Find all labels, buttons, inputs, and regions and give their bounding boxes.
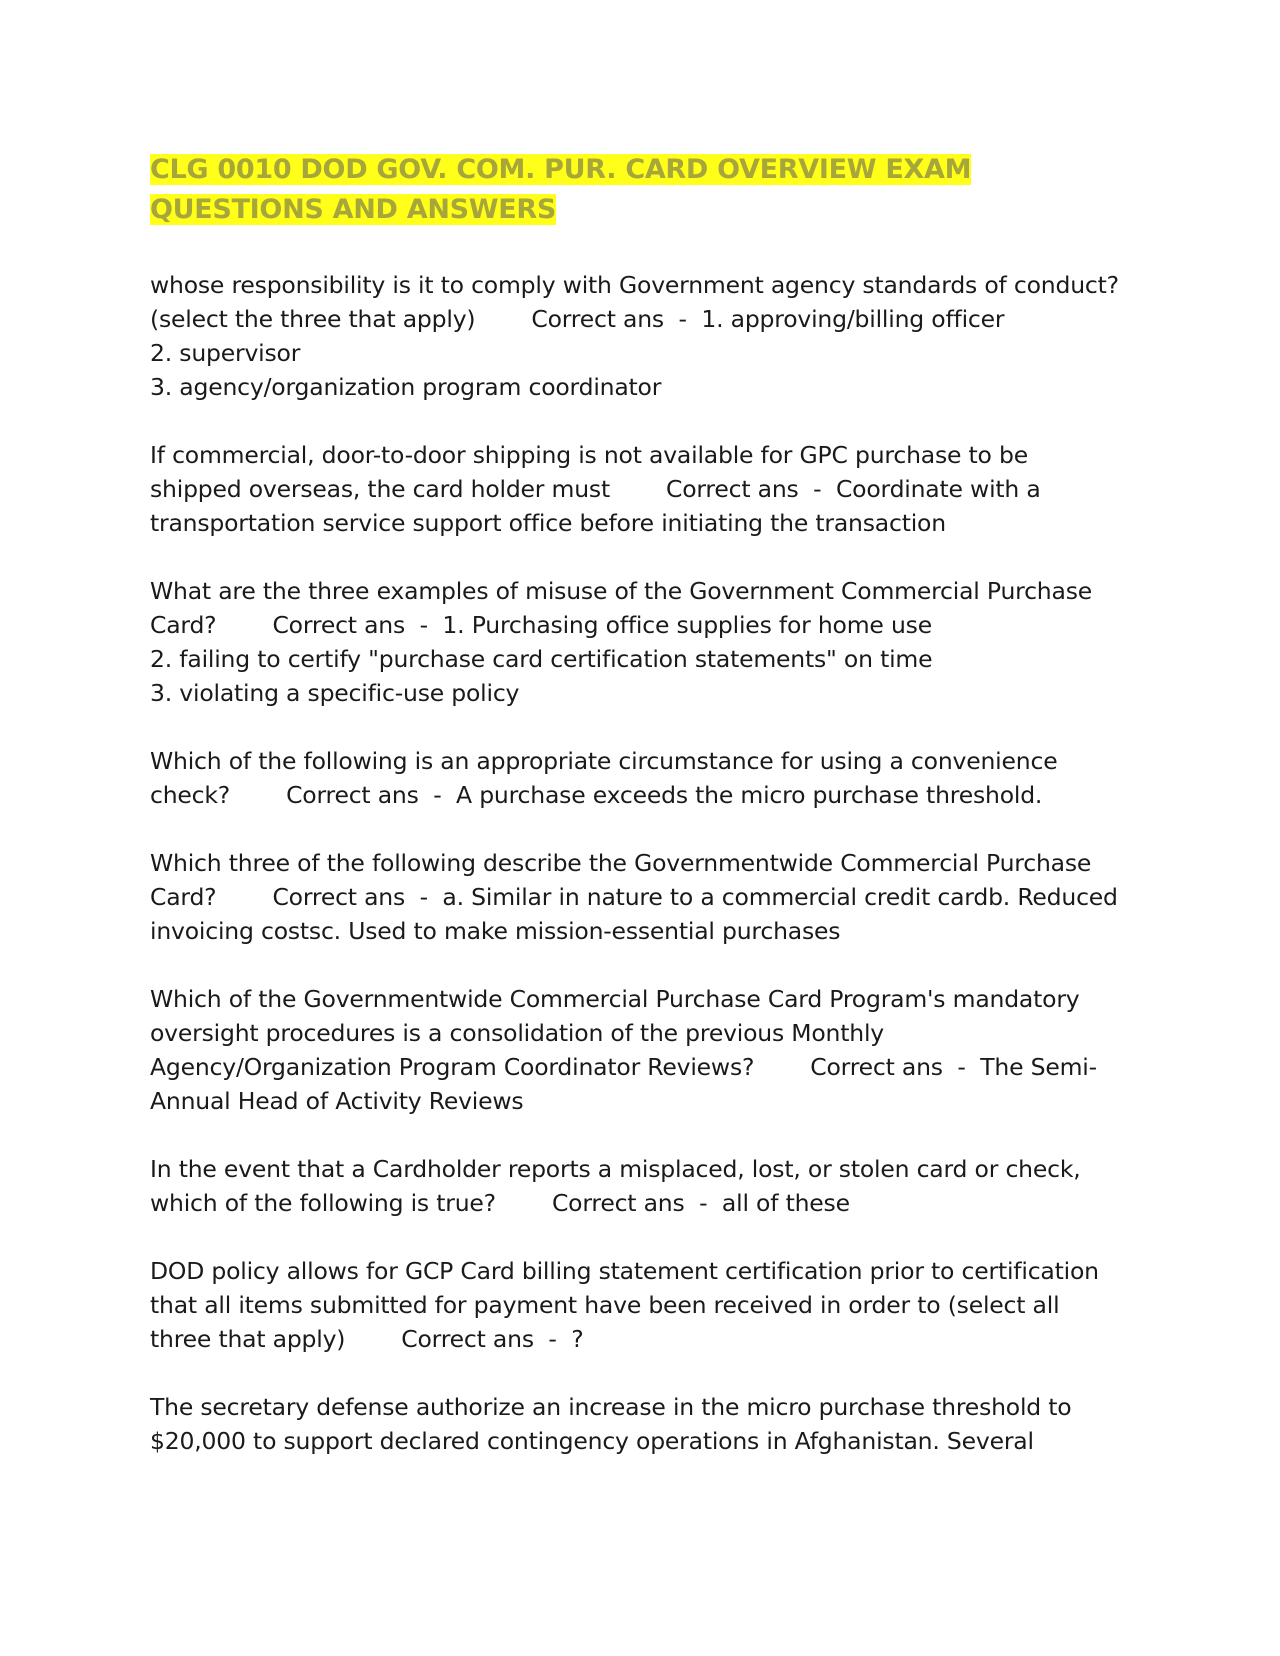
- answer-text: The Semi-Annual Head of Activity Reviews: [150, 1053, 1097, 1115]
- question-text: In the event that a Cardholder reports a misplaced, lost, or stolen card or check, which of the following is true?: [150, 1155, 1081, 1217]
- qa-item-3: [150, 574, 1125, 710]
- qa-item-6: [150, 982, 1125, 1118]
- answer-line: 3. agency/organization program coordinator: [150, 373, 662, 401]
- qa-item-8: [150, 1254, 1125, 1356]
- answer-separator: -: [533, 1325, 572, 1353]
- qa-item-1: [150, 268, 1125, 404]
- answer-label: Correct ans: [810, 1053, 943, 1081]
- document-page: [150, 150, 1125, 1492]
- answer-label: Correct ans: [665, 475, 799, 503]
- answer-line: 3. violating a specific-use policy: [150, 679, 520, 707]
- question-text: If commercial, door-to-door shipping is not available for GPC purchase to be shipped overseas, the card holder must: [150, 441, 1028, 503]
- qa-item-2: [150, 438, 1125, 540]
- answer-text: Coordinate with a transportation service support office before initiating the transaction: [150, 475, 1041, 537]
- answer-separator: -: [418, 781, 457, 809]
- answer-label: Correct ans: [401, 1325, 534, 1353]
- answer-separator: -: [942, 1053, 981, 1081]
- answer-line: 2. supervisor: [150, 339, 301, 367]
- answer-separator: -: [405, 883, 443, 911]
- answer-text: A purchase exceeds the micro purchase threshold.: [456, 781, 1043, 809]
- answer-separator: -: [405, 611, 443, 639]
- answer-line: 2. failing to certify "purchase card certification statements" on time: [150, 645, 933, 673]
- qa-item-4: [150, 744, 1125, 812]
- answer-text: all of these: [721, 1189, 850, 1217]
- answer-text: 1. Purchasing office supplies for home use: [442, 611, 932, 639]
- answer-separator: -: [663, 305, 702, 333]
- question-text: whose responsibility is it to comply with Government agency standards of conduct? (select the three that apply): [150, 271, 1119, 333]
- answer-separator: -: [798, 475, 836, 503]
- answer-text: a. Similar in nature to a commercial credit cardb. Reduced invoicing costsc. Used to make mission-essential purchases: [150, 883, 1118, 945]
- closing-paragraph: [150, 1390, 1125, 1458]
- question-text: Which of the Governmentwide Commercial Purchase Card Program's mandatory oversight procedures is a consolidation of the previous Monthly Agency/Organization Program Coordinator Reviews?: [150, 985, 1080, 1081]
- title-highlight-2: QUESTIONS AND ANSWERS: [150, 194, 557, 225]
- answer-label: Correct ans: [272, 611, 406, 639]
- answer-label: Correct ans: [551, 1189, 685, 1217]
- answer-label: Correct ans: [286, 781, 419, 809]
- answer-text: 1. approving/billing officer: [701, 305, 1005, 333]
- answer-text: ?: [571, 1325, 584, 1353]
- qa-item-7: [150, 1152, 1125, 1220]
- answer-label: Correct ans: [531, 305, 664, 333]
- answer-separator: -: [684, 1189, 722, 1217]
- question-text: What are the three examples of misuse of the Government Commercial Purchase Card?: [150, 577, 1092, 639]
- qa-item-5: [150, 846, 1125, 948]
- closing-text: The secretary defense authorize an increase in the micro purchase threshold to $20,000 to support declared contingency operations in Afghanistan. Several: [150, 1393, 1072, 1455]
- title-highlight-1: CLG 0010 DOD GOV. COM. PUR. CARD OVERVIEW EXAM: [150, 154, 972, 185]
- question-text: DOD policy allows for GCP Card billing statement certification prior to certification that all items submitted for payment have been received in order to (select all three that apply): [150, 1257, 1099, 1353]
- document-title: [150, 150, 1125, 230]
- question-text: Which of the following is an appropriate circumstance for using a convenience check?: [150, 747, 1058, 809]
- question-text: Which three of the following describe the Governmentwide Commercial Purchase Card?: [150, 849, 1092, 911]
- answer-label: Correct ans: [272, 883, 406, 911]
